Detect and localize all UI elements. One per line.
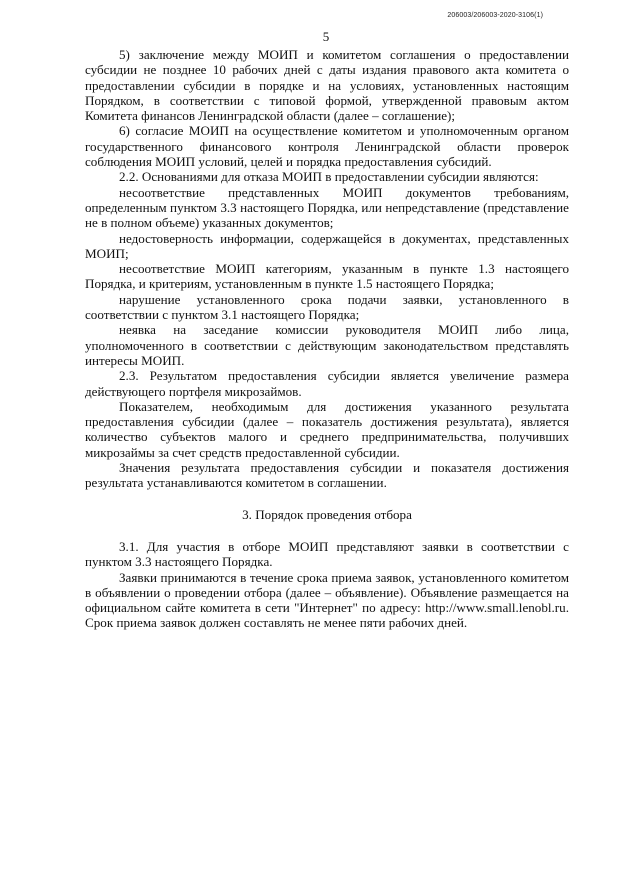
paragraph-item-6: 6) согласие МОИП на осуществление комитетом и уполномоченным органом государственного финансового контроля Ленинградской области проверок соблюдения МОИП условий, целей и порядка предоставления субсидий.: [85, 123, 569, 170]
page-number: 5: [322, 29, 330, 44]
refusal-ground-inaccuracy: недостоверность информации, содержащейся в документах, представленных МОИП;: [85, 230, 569, 261]
paragraph-item-5: 5) заключение между МОИП и комитетом соглашения о предоставлении субсидии не позднее 10 рабочих дней с даты издания правового акта комитета о предоставлении субсидии в порядке и на условиях, установленных настоящим Порядком, в соответствии с типовой формой, утвержденной правовым актом Комитета финансов Ленинградской области (далее – соглашение);: [85, 47, 569, 124]
refusal-ground-criteria: несоответствие МОИП категориям, указанным в пункте 1.3 настоящего Порядка, и критериям, установленным в пункте 1.5 настоящего Порядка;: [85, 261, 569, 292]
paragraph-applications: Заявки принимаются в течение срока приема заявок, установленного комитетом в объявлении о проведении отбора (далее – объявление). Объявление размещается на официальном сайте комитета в сети "Интернет" по адресу: http://www.small.lenobl.ru. Срок приема заявок должен составлять не менее пяти рабочих дней.: [85, 569, 569, 631]
document-registration-stamp: 206003/206003-2020-3106(1): [447, 12, 543, 19]
paragraph-values: Значения результата предоставления субсидии и показателя достижения результата устанавливаются комитетом в соглашении.: [85, 460, 569, 491]
paragraph-indicator: Показателем, необходимым для достижения указанного результата предоставления субсидии (далее – показатель достижения результата), является количество субъектов малого и среднего предпринимательства, получивших микрозаймы за счет средств предоставленной субсидии.: [85, 398, 569, 460]
paragraph-2-2: 2.2. Основаниями для отказа МОИП в предоставлении субсидии являются:: [119, 169, 539, 185]
refusal-ground-deadline: нарушение установленного срока подачи заявки, установленного в соответствии с пунктом 3.1 настоящего Порядка;: [85, 291, 569, 323]
paragraph-2-3: 2.3. Результатом предоставления субсидии является увеличение размера действующего портфеля микрозаймов.: [85, 368, 569, 399]
document-body: [85, 47, 569, 631]
section-heading: 3. Порядок проведения отбора: [242, 506, 412, 522]
refusal-ground-absence: неявка на заседание комиссии руководителя МОИП либо лица, уполномоченного в соответствии с действующим законодательством представлять интересы МОИП.: [85, 322, 569, 368]
refusal-ground-documents: несоответствие представленных МОИП документов требованиям, определенным пунктом 3.3 настоящего Порядка, или непредставление (представление не в полном объеме) указанных документов;: [85, 184, 569, 231]
paragraph-3-1: 3.1. Для участия в отборе МОИП представляют заявки в соответствии с пунктом 3.3 настоящего Порядка.: [85, 538, 569, 570]
